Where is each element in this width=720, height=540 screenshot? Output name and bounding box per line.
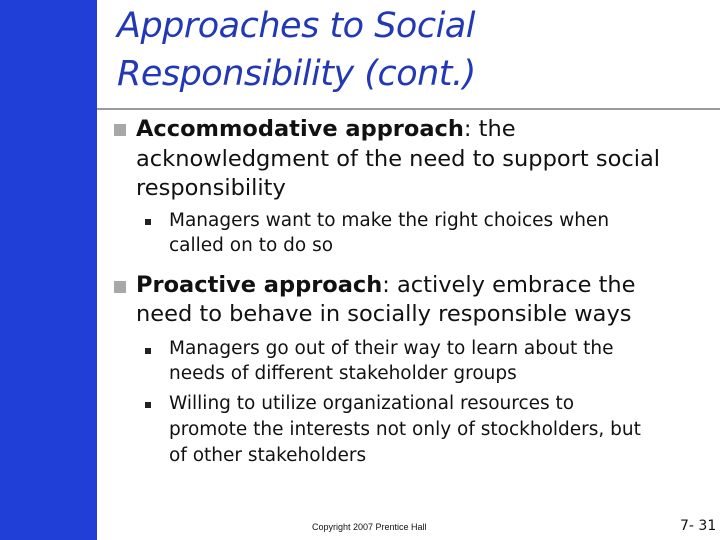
- bullet-2-line-1-rest: : actively embrace the: [382, 272, 636, 298]
- bullet-2-sub-1-line-2: needs of different stakeholder groups: [169, 363, 517, 384]
- bullet-1-sub-1-line-2: called on to do so: [169, 235, 334, 256]
- bullet-square-icon: [114, 124, 126, 136]
- slide-title-line-2: Responsibility (cont.): [117, 54, 476, 94]
- copyright-footer: Copyright 2007 Prentice Hall: [312, 522, 427, 532]
- bullet-1-line-2: acknowledgment of the need to support social: [136, 146, 660, 172]
- bullet-1-line-1: [136, 114, 516, 144]
- bullet-2-line-1: [136, 270, 636, 300]
- bullet-2-sub-2-line-1: Willing to utilize organizational resources to: [169, 393, 575, 414]
- sub-bullet-icon: [145, 219, 151, 225]
- bullet-1-sub-1-line-1: Managers want to make the right choices when: [169, 210, 610, 231]
- bullet-2-sub-2-line-3: of other stakeholders: [169, 445, 367, 466]
- bullet-2-term: Proactive approach: [136, 272, 383, 298]
- slide-title-line-1: Approaches to Social: [117, 6, 475, 46]
- title-separator: [97, 108, 720, 110]
- bullet-1-line-3: responsibility: [136, 175, 286, 201]
- bullet-square-icon: [114, 281, 126, 293]
- bullet-2-sub-2-line-2: promote the interests not only of stockholders, but: [169, 419, 641, 440]
- bullet-2-line-2: need to behave in socially responsible ways: [136, 301, 632, 327]
- bullet-1-line-1-rest: : the: [463, 116, 516, 142]
- bullet-2-sub-1-line-1: Managers go out of their way to learn about the: [169, 338, 614, 359]
- left-accent-bar: [0, 0, 97, 540]
- sub-bullet-icon: [145, 402, 151, 408]
- bullet-1-term: Accommodative approach: [136, 116, 464, 142]
- page-number: 7- 31: [680, 518, 717, 534]
- sub-bullet-icon: [145, 348, 151, 354]
